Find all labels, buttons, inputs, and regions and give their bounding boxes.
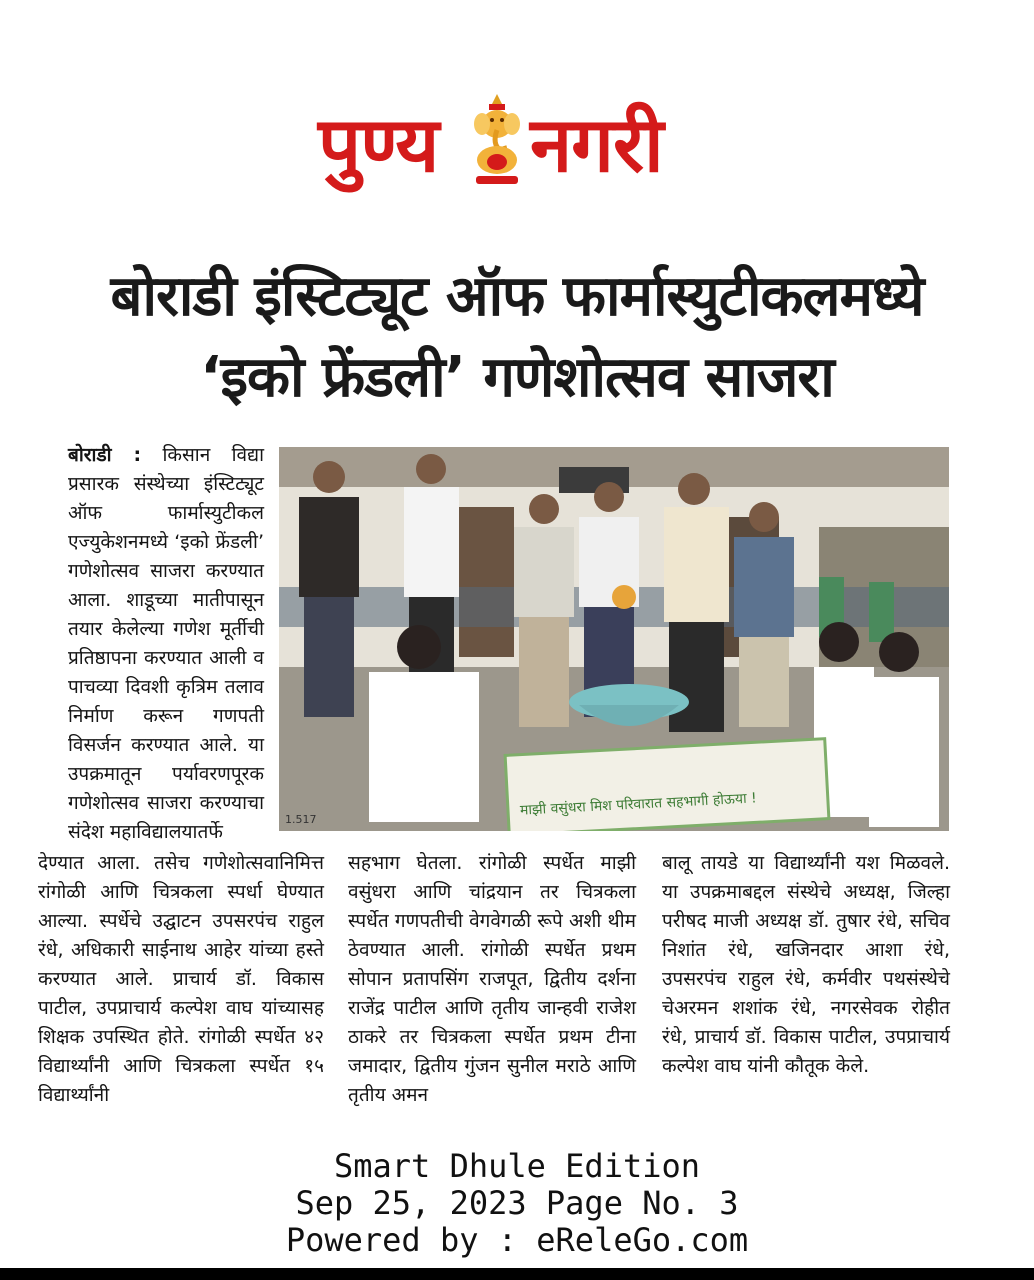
article-column-1-bottom <box>38 849 324 1110</box>
masthead <box>0 92 1034 202</box>
masthead-left-word: पुण्य <box>318 100 439 189</box>
bottom-bar <box>0 1268 1034 1280</box>
headline-line-2: ‘इको फ्रेंडली’ गणेशोत्सव साजरा <box>200 345 834 410</box>
column-2-text: सहभाग घेतला. रांगोळी स्पर्धेत माझी वसुंधरा आणि चांद्रयान तर चित्रकला स्पर्धेत गणपतीची वेगवेगळी रूपे अशी थीम ठेवण्यात आली. रांगोळी स्पर्धेत प्रथम सोपान प्रतापसिंग राजपूत, द्वितीय दर्शना राजेंद्र पाटील आणि तृतीय जान्हवी राजेश ठाकरे तर चित्रकला स्पर्धेत प्रथम टीना जमादार, द्वितीय गुंजन सुनील मराठे आणि तृतीय अमन <box>348 852 636 1106</box>
footer-edition: Smart Dhule Edition <box>333 1147 701 1185</box>
column-1-top-text: किसान विद्या प्रसारक संस्थेच्या इंस्टिट्यूट ऑफ फार्मास्युटीकल एज्युकेशनमध्ये ‘इको फ्रेंडली’ गणेशोत्सव साजरा करण्यात आला. शाडूच्या मातीपासून तयार केलेल्या गणेश मूर्तीची प्रतिष्ठापना करण्यात आली व पाचव्या दिवशी कृत्रिम तलाव निर्माण करून गणपती विसर्जन करण्यात आले. या उपक्रमातून पर्यावरणपूरक गणेशोत्सव साजरा करण्याचा संदेश महाविद्यालयातर्फे <box>68 444 264 843</box>
footer-date-page: Sep 25, 2023 Page No. 3 <box>295 1184 739 1222</box>
column-1-bottom-text: देण्यात आला. तसेच गणेशोत्सवानिमित्त रांगोळी आणि चित्रकला स्पर्धा घेण्यात आल्या. स्पर्धेचे उद्घाटन उपसरपंच राहुल रंधे, अधिकारी साईनाथ आहेर यांच्या हस्ते करण्यात आले. प्राचार्य डॉ. विकास पाटील, उपप्राचार्य कल्पेश वाघ यांच्यासह शिक्षक उपस्थित होते. रांगोळी स्पर्धेत ४२ विद्यार्थ्यांनी आणि चित्रकला स्पर्धेत १५ विद्यार्थ्यांनी <box>38 852 324 1106</box>
ganesha-icon <box>462 92 532 192</box>
article-photo <box>279 447 949 831</box>
banner-text: माझी वसुंधरा मिश परिवारात सहभागी होऊया ! <box>519 790 758 819</box>
footer-powered-by: Powered by : eReleGo.com <box>285 1221 749 1259</box>
article-column-1-top <box>68 441 264 847</box>
headline-line-1: बोराडी इंस्टिट्यूट ऑफ फार्मास्युटीकलमध्ये <box>110 264 924 329</box>
article-column-2 <box>348 849 636 1110</box>
column-3-text: बालू तायडे या विद्यार्थ्यांनी यश मिळवले. या उपक्रमाबद्दल संस्थेचे अध्यक्ष, जिल्हा परीषद माजी अध्यक्ष डॉ. तुषार रंधे, सचिव निशांत रंधे, खजिनदार आशा रंधे, उपसरपंच राहुल रंधे, कर्मवीर पथसंस्थेचे चेअरमन शशांक रंधे, नगरसेवक रोहीत रंधे, प्राचार्य डॉ. विकास पाटील, उपप्राचार्य कल्पेश वाघ यांनी कौतूक केले. <box>662 852 950 1077</box>
masthead-right-word: नगरी <box>530 100 663 189</box>
photo-number: 1.517 <box>285 813 317 826</box>
dateline: बोराडी : <box>68 444 142 466</box>
article-column-3 <box>662 849 950 1081</box>
photo-illustration <box>279 447 949 831</box>
